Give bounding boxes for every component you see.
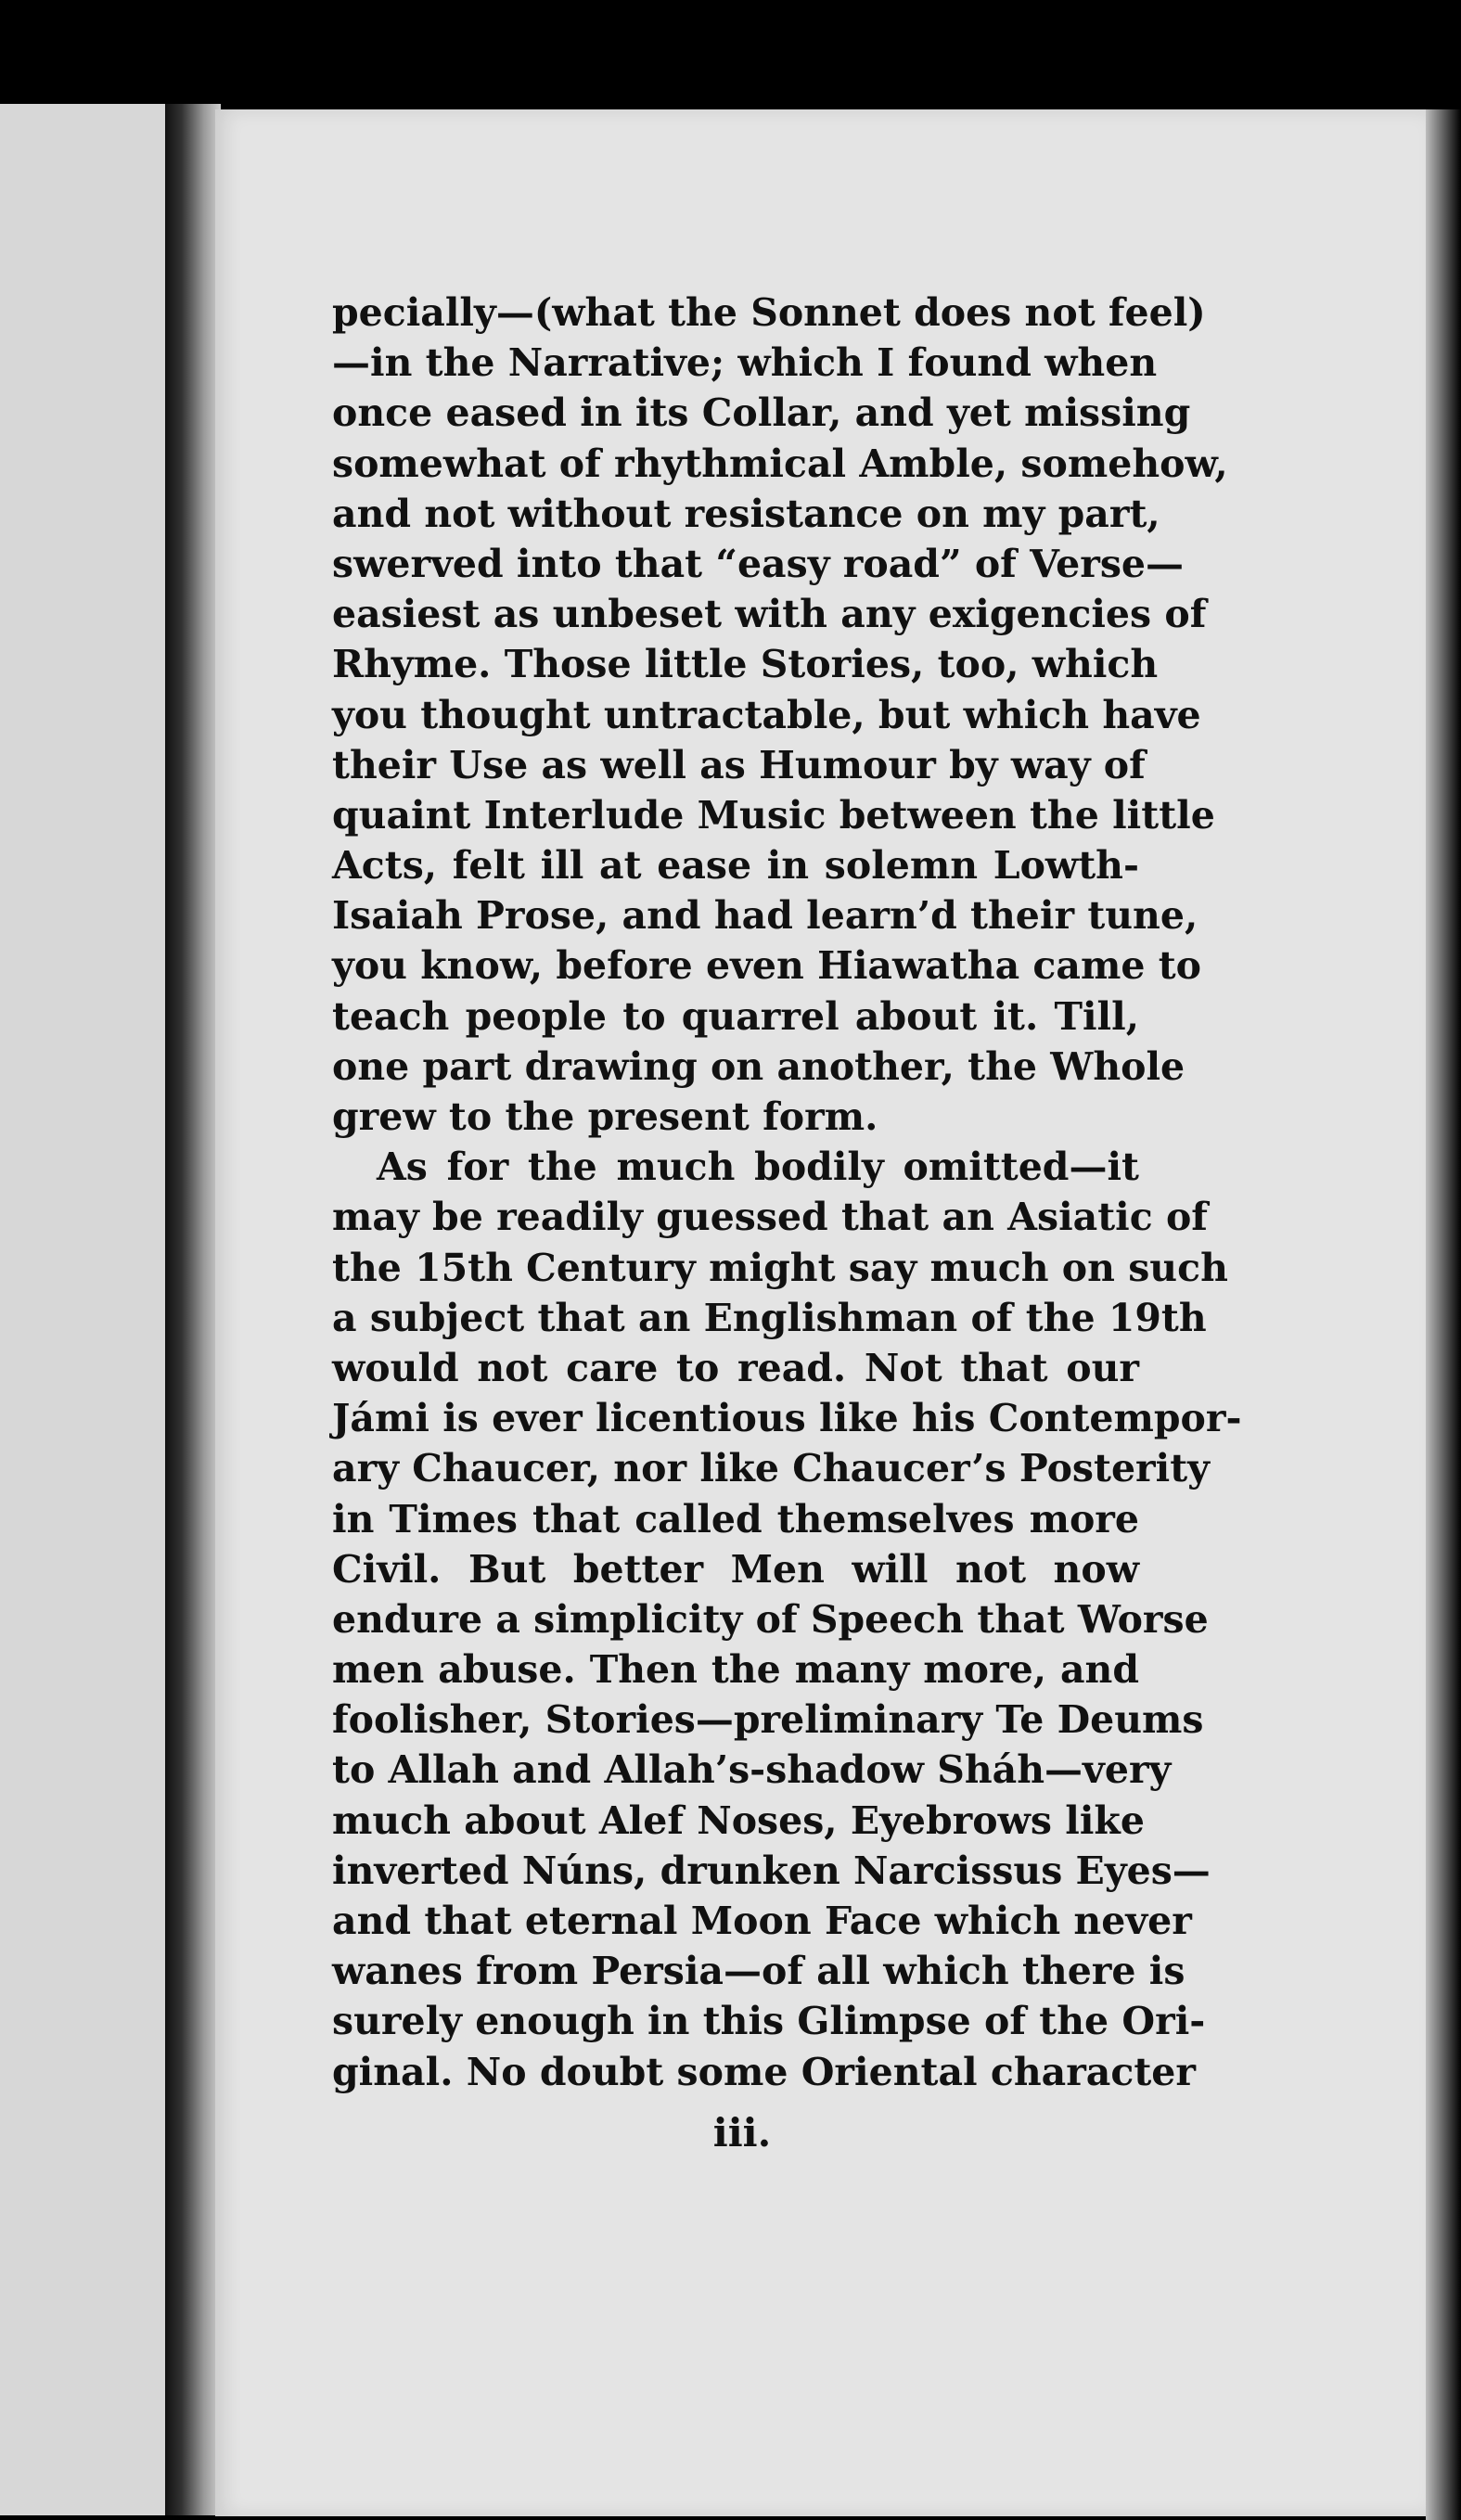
facing-page-edge bbox=[0, 104, 167, 2515]
text-line: you thought untractable, but which have bbox=[332, 692, 1201, 737]
text-line: Civil. But better Men will not now bbox=[332, 1546, 1139, 1592]
text-line: would not care to read. Not that our bbox=[332, 1345, 1139, 1390]
text-line: the 15th Century might say much on such bbox=[332, 1245, 1228, 1290]
text-line: pecially—(what the Sonnet does not feel) bbox=[332, 290, 1206, 335]
body-text bbox=[332, 288, 1242, 2097]
binding-gutter-shadow bbox=[165, 104, 221, 2515]
text-line: Rhyme. Those little Stories, too, which bbox=[332, 642, 1159, 687]
text-line: ary Chaucer, nor like Chaucer’s Posterity bbox=[332, 1446, 1210, 1491]
text-line: Isaiah Prose, and had learn’d their tune, bbox=[332, 893, 1198, 939]
text-line: Acts, felt ill at ease in solemn Lowth- bbox=[332, 843, 1139, 889]
text-line: one part drawing on another, the Whole bbox=[332, 1043, 1185, 1089]
page-right-edge-shadow bbox=[1426, 109, 1461, 2520]
text-line: wanes from Persia—of all which there is bbox=[332, 1949, 1185, 1994]
text-line: and that eternal Moon Face which never bbox=[332, 1899, 1192, 1943]
text-line: swerved into that “easy road” of Verse— bbox=[332, 541, 1184, 586]
text-line: —in the Narrative; which I found when bbox=[332, 340, 1158, 386]
text-line: in Times that called themselves more bbox=[332, 1496, 1139, 1541]
text-line: inverted Núns, drunken Narcissus Eyes— bbox=[332, 1848, 1211, 1893]
text-line: As for the much bodily omitted—it bbox=[377, 1145, 1139, 1190]
text-line: teach people to quarrel about it. Till, bbox=[332, 993, 1139, 1039]
text-line: a subject that an Englishman of the 19th bbox=[332, 1295, 1207, 1340]
text-line: men abuse. Then the many more, and bbox=[332, 1647, 1139, 1693]
text-line: ginal. No doubt some Oriental character bbox=[332, 2049, 1196, 2094]
text-line: you know, before even Hiawatha came to bbox=[332, 943, 1201, 989]
page-number: iii. bbox=[712, 2110, 772, 2155]
text-line: foolisher, Stories—preliminary Te Deums bbox=[332, 1697, 1204, 1743]
text-line: may be readily guessed that an Asiatic of bbox=[332, 1195, 1208, 1240]
text-line: to Allah and Allah’s-shadow Sháh—very bbox=[332, 1747, 1172, 1793]
text-line: somewhat of rhythmical Amble, somehow, bbox=[332, 441, 1228, 486]
text-line: surely enough in this Glimpse of the Ori- bbox=[332, 1999, 1206, 2044]
text-line: their Use as well as Humour by way of bbox=[332, 742, 1146, 787]
text-line: easiest as unbeset with any exigencies of bbox=[332, 592, 1207, 637]
text-line: much about Alef Noses, Eyebrows like bbox=[332, 1797, 1145, 1843]
text-line: and not without resistance on my part, bbox=[332, 491, 1160, 536]
text-line: endure a simplicity of Speech that Worse bbox=[332, 1596, 1209, 1642]
text-line: quaint Interlude Music between the little bbox=[332, 792, 1215, 838]
text-line: Jámi is ever licentious like his Contempor- bbox=[332, 1396, 1242, 1441]
text-line: once eased in its Collar, and yet missing bbox=[332, 390, 1191, 436]
text-line: grew to the present form. bbox=[332, 1094, 878, 1139]
